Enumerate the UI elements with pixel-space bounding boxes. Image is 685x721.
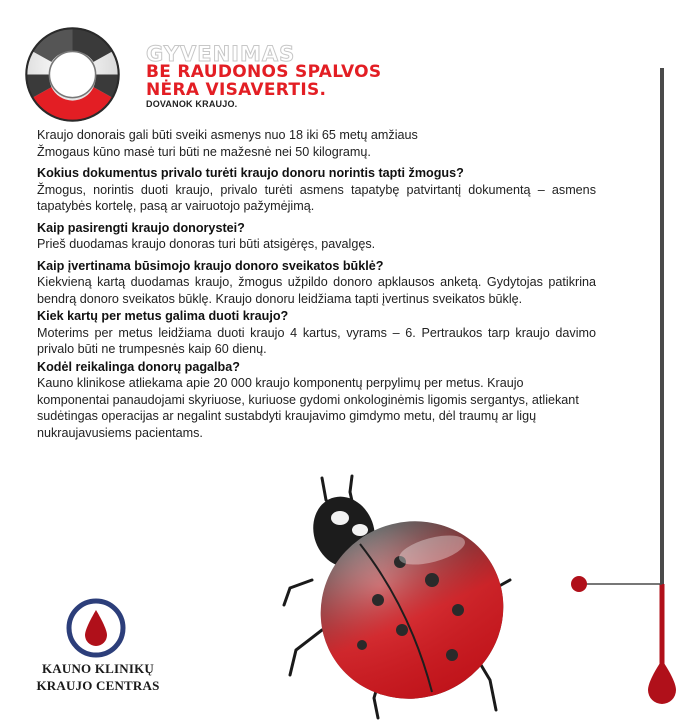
header-slogan-line2: NĖRA VISAVERTIS.: [146, 80, 327, 100]
faq-item: [37, 220, 596, 253]
faq-item: [37, 359, 596, 442]
logo-line1: KAUNO KLINIKŲ: [41, 661, 155, 676]
ladybug-illustration: [282, 470, 512, 721]
faq-question: Kodėl reikalinga donorų pagalba?: [37, 359, 240, 374]
intro-line: Žmogaus kūno masė turi būti ne mažesnė nei 50 kilogramų.: [37, 144, 371, 159]
main-text: [37, 127, 596, 441]
life-ring-icon: [20, 22, 125, 127]
faq-question: Kaip pasirengti kraujo donorystei?: [37, 220, 245, 235]
blood-thermometer-illustration: [560, 62, 685, 721]
kauno-klinikos-logo: [28, 595, 168, 705]
faq-item: [37, 165, 596, 215]
faq-answer: Kauno klinikose atliekama apie 20 000 kraujo komponentų perpylimų per metus. Kraujo komponentai panaudojami skyriuose, kuriuose gydomi onkologinėmis ligomis sergantys, atliekant sudėtingas operacijas ar negalint sustabdyti kraujavimo gimdymo metu, dėl traumų ar ligų nukraujavusiems pacientams.: [37, 376, 579, 440]
intro-block: [37, 127, 596, 160]
faq-answer: Prieš duodamas kraujo donoras turi būti atsigėręs, pavalgęs.: [37, 237, 376, 251]
header-slogan-line1: BE RAUDONOS SPALVOS: [146, 62, 382, 82]
faq-question: Kiek kartų per metus galima duoti kraujo?: [37, 309, 289, 323]
logo-line2: KRAUJO CENTRAS: [36, 678, 160, 693]
faq-item: [37, 258, 596, 308]
faq-question: Kaip įvertinama būsimojo kraujo donoro sveikatos būklė?: [37, 258, 384, 273]
header-title: GYVENIMAS: [146, 42, 296, 66]
faq-answer: Kiekvieną kartą duodamas kraujo, žmogus užpildo donoro apklausos anketą. Gydytojas patikrina bendrą donoro sveikatos būklę. Kraujo donoru leidžiama tapti įvertinus sveikatos būklę.: [37, 275, 596, 306]
faq-item: [37, 308, 596, 358]
faq-answer: Moterims per metus leidžiama duoti kraujo 4 kartus, vyrams – 6. Pertraukos tarp kraujo davimo privalo būti ne trumpesnės kaip 60 dienų.: [37, 325, 596, 356]
header-banner: [0, 0, 420, 125]
faq-question: Kokius dokumentus privalo turėti kraujo donoru norintis tapti žmogus?: [37, 166, 464, 180]
header-tagline: DOVANOK KRAUJO.: [146, 99, 238, 109]
blood-drop-logo-icon: [66, 598, 126, 658]
faq-answer: Žmogus, norintis duoti kraujo, privalo turėti asmens tapatybę patvirtantį dokumentą – asmens tapatybės kortelę, pasą ar vairuotojo pažymėjimą.: [37, 182, 596, 213]
intro-line: Kraujo donorais gali būti sveiki asmenys nuo 18 iki 65 metų amžiaus: [37, 128, 418, 142]
